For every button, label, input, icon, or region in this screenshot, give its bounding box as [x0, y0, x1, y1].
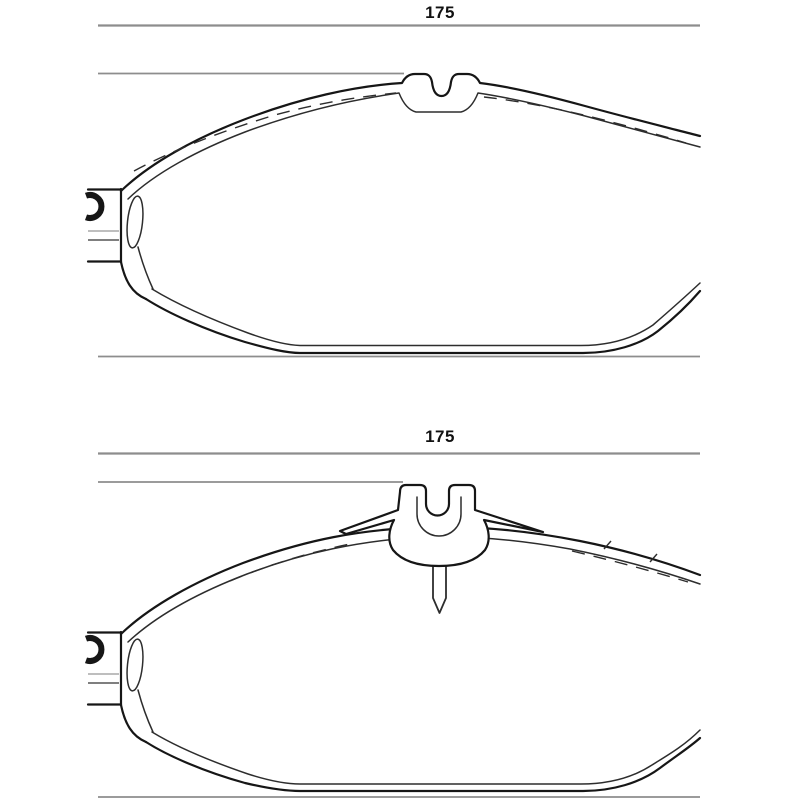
top-view-drawing	[86, 26, 700, 357]
top-view-dimension-label: 175	[425, 3, 455, 22]
pad2-bottom-edge-outer	[146, 738, 700, 791]
pad-bottom-edge-inner	[152, 283, 700, 346]
left-edge-lens-contour-2	[125, 638, 145, 691]
bottom-view-dimension-label: 175	[425, 427, 455, 446]
left-edge-lens-contour	[125, 195, 145, 248]
tab2-hole-ring	[86, 638, 101, 661]
left-edge-inner-contour	[138, 247, 153, 289]
bottom-view-drawing	[86, 454, 700, 798]
left-mounting-tab	[86, 189, 121, 262]
pad-top-edge-inner	[128, 93, 700, 199]
left-edge-outer-contour-2	[121, 705, 146, 742]
pad-top-edge-outer	[121, 74, 700, 191]
left-edge-outer-contour	[121, 262, 146, 299]
wear-indicator-pin	[433, 560, 446, 613]
pad-bottom-edge-outer	[146, 291, 700, 353]
pad2-dashed-line-right	[572, 551, 688, 582]
left-mounting-tab-2	[86, 632, 121, 705]
friction-material-dashed-line-left	[134, 93, 396, 171]
friction-material-dashed-line-right	[484, 97, 686, 143]
left-edge-inner-contour-2	[138, 690, 153, 732]
retaining-clip-outline	[340, 485, 543, 566]
pad2-bottom-edge-inner	[152, 730, 700, 784]
tab-hole-ring	[86, 195, 101, 218]
